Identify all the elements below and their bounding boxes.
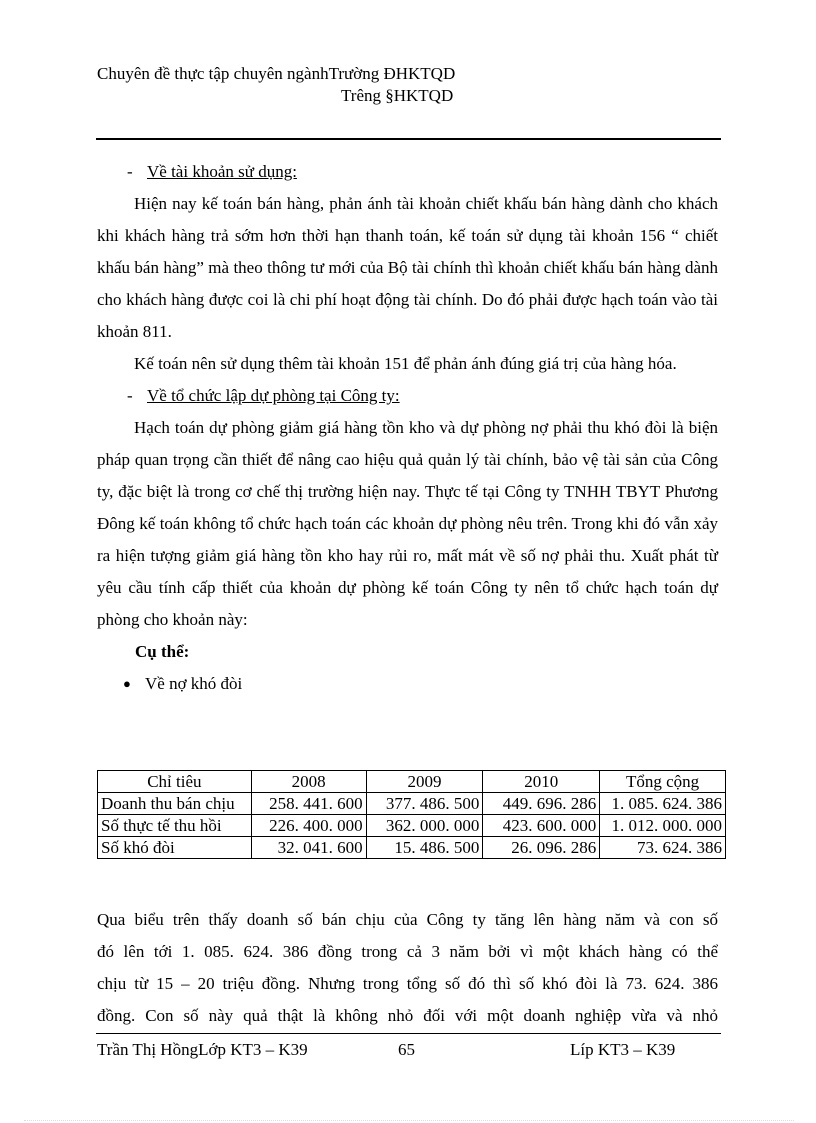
table-cell: 226. 400. 000 bbox=[251, 815, 366, 837]
table-row bbox=[98, 793, 726, 815]
table-cell: 377. 486. 500 bbox=[366, 793, 483, 815]
table-header-cell: Chỉ tiêu bbox=[98, 771, 252, 793]
text-line: Qua biểu trên thấy doanh số bán chịu của Công ty tăng lên hàng năm và con số bbox=[97, 910, 718, 929]
table-row-label: Số khó đòi bbox=[98, 837, 252, 859]
paragraph: Hạch toán dự phòng giảm giá hàng tồn kho và dự phòng nợ phải thu khó đòi là biện pháp quan trọng cần thiết để nâng cao hiệu quả quản lý tài chính, bảo vệ tài sản của Công ty, đặc biệt là trong cơ chế thị trường hiện nay. Thực tế tại Công ty TNHH TBYT Phương Đông kế toán không tổ chức hạch toán các khoản dự phòng nêu trên. Trong khi đó vẫn xảy ra hiện tượng giảm giá hàng tồn kho hay rủi ro, mất mát về số nợ phải thu. Xuất phát từ yêu cầu tính cấp thiết của khoản dự phòng kế toán Công ty nên tổ chức hạch toán dự phòng cho khoản này: bbox=[97, 418, 718, 629]
section-heading-account bbox=[97, 156, 718, 188]
bullet-item bbox=[97, 668, 718, 700]
table-cell: 15. 486. 500 bbox=[366, 837, 483, 859]
header-subtitle: Trêng §HKTQD bbox=[341, 86, 454, 105]
text-line: chịu từ 15 – 20 triệu đồng. Nhưng trong tổng số đó thì số khó đòi là 73. 624. 386 bbox=[97, 974, 718, 993]
table-row bbox=[98, 815, 726, 837]
table-cell: 449. 696. 286 bbox=[483, 793, 600, 815]
document-body bbox=[97, 156, 718, 700]
table-cell: 362. 000. 000 bbox=[366, 815, 483, 837]
table-header-cell: 2010 bbox=[483, 771, 600, 793]
analysis-text bbox=[97, 904, 718, 1032]
table-cell: 1. 012. 000. 000 bbox=[600, 815, 726, 837]
specific-heading: Cụ thể: bbox=[135, 642, 190, 661]
table-cell: 423. 600. 000 bbox=[483, 815, 600, 837]
page-number: 65 bbox=[398, 1040, 415, 1059]
footer-author: Trần Thị HồngLớp KT3 – K39 bbox=[97, 1040, 308, 1059]
dash-marker: - bbox=[127, 162, 133, 181]
table-cell: 258. 441. 600 bbox=[251, 793, 366, 815]
section-heading-text: Về tổ chức lập dự phòng tại Công ty: bbox=[147, 386, 400, 405]
table-header-row bbox=[98, 771, 726, 793]
table-header-cell: 2009 bbox=[366, 771, 483, 793]
footer-class: Líp KT3 – K39 bbox=[570, 1040, 676, 1059]
table-cell: 26. 096. 286 bbox=[483, 837, 600, 859]
bullet-text: Về nợ khó đòi bbox=[145, 674, 243, 693]
text-line: đó lên tới 1. 085. 624. 386 đồng trong cả 3 năm bởi vì một khách hàng có thể bbox=[97, 942, 718, 961]
table-row-label: Doanh thu bán chịu bbox=[98, 793, 252, 815]
table-header-cell: Tổng cộng bbox=[600, 771, 726, 793]
table-cell: 32. 041. 600 bbox=[251, 837, 366, 859]
paragraph: Hiện nay kế toán bán hàng, phản ánh tài khoản chiết khấu bán hàng dành cho khách khi khách hàng trả sớm hơn thời hạn thanh toán, kế toán sử dụng tài khoản 156 “ chiết khấu bán hàng” mà theo thông tư mới của Bộ tài chính thì khoản chiết khấu bán hàng dành cho khách hàng được coi là chi phí hoạt động tài chính. Do đó phải được hạch toán vào tài khoản 811. bbox=[97, 194, 718, 341]
table-cell: 73. 624. 386 bbox=[600, 837, 726, 859]
table-header-cell: 2008 bbox=[251, 771, 366, 793]
section-heading-provision bbox=[97, 380, 718, 412]
header-title: Chuyên đề thực tập chuyên ngànhTrường ĐHKTQD bbox=[97, 64, 456, 83]
section-heading-text: Về tài khoản sử dụng: bbox=[147, 162, 297, 181]
text-line: đồng. Con số này quả thật là không nhỏ đối với một doanh nghiệp vừa và nhỏ bbox=[97, 1006, 718, 1025]
paragraph: Kế toán nên sử dụng thêm tài khoản 151 để phản ánh đúng giá trị của hàng hóa. bbox=[134, 354, 677, 373]
dash-marker: - bbox=[127, 386, 133, 405]
page-edge bbox=[24, 1120, 794, 1121]
bullet-icon: ● bbox=[123, 676, 131, 691]
bad-debt-table bbox=[97, 770, 726, 859]
table-cell: 1. 085. 624. 386 bbox=[600, 793, 726, 815]
footer-divider bbox=[96, 1033, 721, 1034]
table-row bbox=[98, 837, 726, 859]
header-divider bbox=[96, 138, 721, 140]
table-row-label: Số thực tế thu hồi bbox=[98, 815, 252, 837]
